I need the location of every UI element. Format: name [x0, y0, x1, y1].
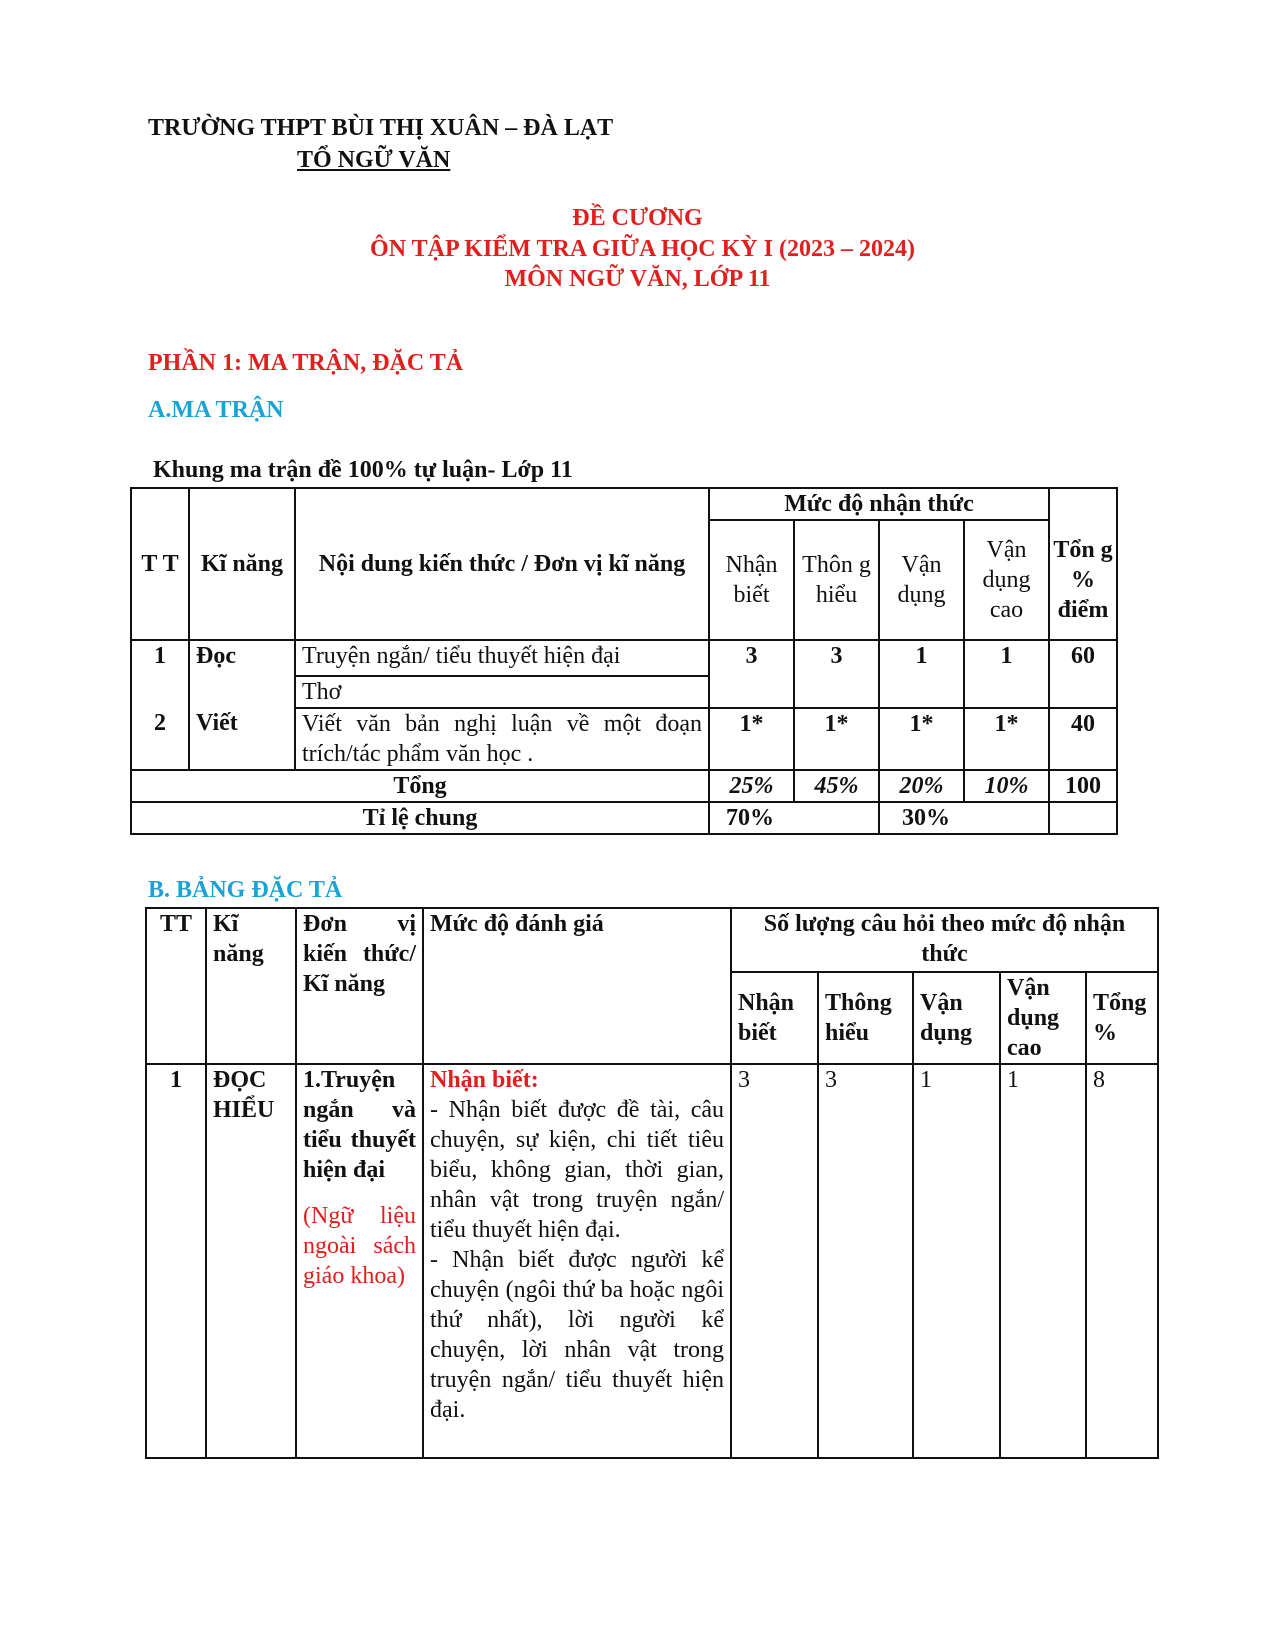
matrix-sum-apply: 20% [879, 770, 964, 802]
matrix-sum-label: Tổng [131, 770, 709, 802]
matrix-row1-content: Truyện ngắn/ tiểu thuyết hiện đại [295, 640, 709, 676]
doc-title-line2: ÔN TẬP KIỂM TRA GIỮA HỌC KỲ I (2023 – 2024) [370, 236, 915, 262]
matrix-sum-understand: 45% [794, 770, 879, 802]
spec-row-recognize: 3 [731, 1064, 818, 1458]
section-b-heading: B. BẢNG ĐẶC TẢ [148, 877, 343, 903]
matrix-header-blank [1049, 488, 1117, 520]
matrix-row2-content: Viết văn bản nghị luận về một đoạn trích/tác phẩm văn học . [295, 708, 709, 770]
matrix-row1-tt: 1 [131, 640, 189, 708]
matrix-header-levels: Mức độ nhận thức [709, 488, 1049, 520]
spec-header-apply: Vận dụng [913, 972, 1000, 1064]
matrix-ratio-left: 70% [709, 802, 879, 834]
spec-header-understand: Thông hiểu [818, 972, 913, 1064]
matrix-header-skill: Kĩ năng [189, 488, 295, 640]
matrix-row1-total: 60 [1049, 640, 1117, 708]
matrix-ratio-blank [1049, 802, 1117, 834]
matrix-header-apply-high: Vận dụng cao [964, 520, 1049, 640]
matrix-table [130, 487, 1118, 835]
spec-header-recognize: Nhận biết [731, 972, 818, 1064]
spec-row-unit-cell [296, 1064, 423, 1458]
matrix-row2-understand: 1* [794, 708, 879, 770]
spec-header-tt: TT [146, 908, 206, 1064]
matrix-row2-recognize: 1* [709, 708, 794, 770]
matrix-row2-tt: 2 [131, 708, 189, 770]
matrix-header-tt: T T [131, 488, 189, 640]
spec-table [145, 907, 1159, 1459]
matrix-row1-apply: 1 [879, 640, 964, 708]
matrix-row2-apply: 1* [879, 708, 964, 770]
spec-row-eval-p2: - Nhận biết được người kể chuyện (ngôi thứ ba hoặc ngôi thứ nhất), lời người kể chuyện, lời nhân vật trong truyện ngắn/ tiểu thuyết hiện đại. [430, 1247, 724, 1423]
school-name: TRƯỜNG THPT BÙI THỊ XUÂN – ĐÀ LẠT [148, 115, 614, 141]
matrix-row1-apply-high: 1 [964, 640, 1049, 708]
matrix-row1-recognize: 3 [709, 640, 794, 708]
matrix-row2-total: 40 [1049, 708, 1117, 770]
matrix-sum-recognize: 25% [709, 770, 794, 802]
matrix-caption: Khung ma trận đề 100% tự luận- Lớp 11 [153, 457, 573, 483]
spec-row-apply: 1 [913, 1064, 1000, 1458]
spec-header-unit: Đơn vị kiến thức/ Kĩ năng [296, 908, 423, 1064]
spec-row-total: 8 [1086, 1064, 1158, 1458]
matrix-row2-apply-high: 1* [964, 708, 1049, 770]
spec-header-count-group: Số lượng câu hỏi theo mức độ nhận thức [731, 908, 1158, 972]
matrix-header-recognize: Nhận biết [709, 520, 794, 640]
spec-header-apply-high: Vận dụng cao [1000, 972, 1086, 1064]
spec-header-skill: Kĩ năng [206, 908, 296, 1064]
matrix-row1-content2: Thơ [295, 676, 709, 708]
spec-row-eval-cell [423, 1064, 731, 1458]
spec-row-unit: 1.Truyện ngắn và tiểu thuyết hiện đại [303, 1067, 416, 1183]
spec-row-eval-title: Nhận biết: [430, 1067, 539, 1093]
doc-title-line1: ĐỀ CƯƠNG [572, 205, 703, 231]
matrix-header-apply: Vận dụng [879, 520, 964, 640]
spec-row-eval-p1: - Nhận biết được đề tài, câu chuyện, sự kiện, chi tiết tiêu biểu, không gian, thời gian, nhân vật trong truyện ngắn/ tiểu thuyết hiện đại. [430, 1097, 724, 1243]
matrix-header-total: Tổn g % điểm [1049, 520, 1117, 640]
matrix-sum-apply-high: 10% [964, 770, 1049, 802]
part1-heading: PHẦN 1: MA TRẬN, ĐẶC TẢ [148, 350, 464, 376]
spec-row-skill: ĐỌC HIỂU [206, 1064, 296, 1458]
department-name: TỔ NGỮ VĂN [297, 147, 451, 173]
spec-row-understand: 3 [818, 1064, 913, 1458]
matrix-row1-understand: 3 [794, 640, 879, 708]
spec-header-eval: Mức độ đánh giá [423, 908, 731, 1064]
matrix-header-understand: Thôn g hiểu [794, 520, 879, 640]
spec-row-unit-note: (Ngữ liệu ngoài sách giáo khoa) [303, 1203, 416, 1289]
doc-title-line3: MÔN NGỮ VĂN, LỚP 11 [504, 266, 771, 292]
matrix-row1-skill: Đọc [189, 640, 295, 708]
matrix-ratio-right: 30% [879, 802, 1049, 834]
section-a-heading: A.MA TRẬN [148, 397, 284, 423]
matrix-ratio-label: Tỉ lệ chung [131, 802, 709, 834]
spec-header-total: Tổng % [1086, 972, 1158, 1064]
spec-row-tt: 1 [146, 1064, 206, 1458]
matrix-header-content: Nội dung kiến thức / Đơn vị kĩ năng [295, 488, 709, 640]
matrix-sum-total: 100 [1049, 770, 1117, 802]
matrix-row2-skill: Viết [189, 708, 295, 770]
spec-row-apply-high: 1 [1000, 1064, 1086, 1458]
